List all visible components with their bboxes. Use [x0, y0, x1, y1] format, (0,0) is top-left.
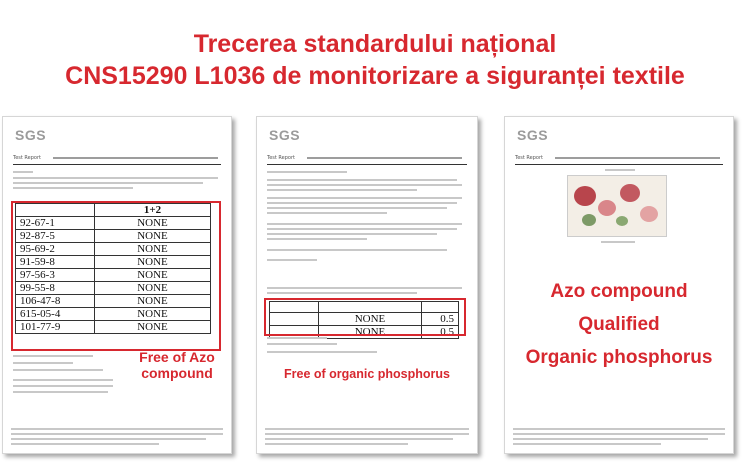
cas-number: 615-05-4	[16, 308, 95, 321]
azo-compound-label: Azo compound	[550, 281, 688, 302]
table-header: 1+2	[95, 204, 211, 217]
result-cell: NONE	[95, 217, 211, 230]
cas-number: 92-87-5	[16, 230, 95, 243]
test-report-page-summary	[504, 116, 734, 454]
result-cell: NONE	[319, 313, 422, 326]
cas-number: 97-56-3	[16, 269, 95, 282]
azo-free-label-line-1: Free of Azo	[139, 349, 215, 365]
cas-number: 101-77-9	[16, 321, 95, 334]
organic-phosphorus-label: Organic phosphorus	[525, 347, 713, 368]
test-report-page-phosphorus	[256, 116, 478, 454]
result-cell: NONE	[95, 282, 211, 295]
report-footer	[11, 428, 223, 445]
azo-free-label	[127, 349, 227, 381]
phosphorus-free-label: Free of organic phosphorus	[284, 367, 450, 381]
result-cell: NONE	[95, 230, 211, 243]
azo-free-label-line-2: compound	[141, 365, 213, 381]
headline-line-1: Trecerea standardului național	[193, 30, 557, 58]
report-label: Test Report	[267, 155, 296, 161]
result-cell: NONE	[95, 243, 211, 256]
cas-number: 95-69-2	[16, 243, 95, 256]
qualified-label: Qualified	[578, 314, 660, 335]
highlight-box	[264, 298, 466, 336]
headline-line-2: CNS15290 L1036 de monitorizare a siguranței textile	[65, 62, 685, 90]
result-cell: NONE	[95, 269, 211, 282]
result-cell: NONE	[95, 321, 211, 334]
fabric-sample-photo	[567, 175, 667, 237]
limit-cell: 0.5	[422, 313, 459, 326]
cas-number: 92-67-1	[16, 217, 95, 230]
sgs-logo: SGS	[15, 127, 47, 143]
report-footer	[265, 428, 469, 445]
result-cell: NONE	[95, 295, 211, 308]
test-report-page-azo	[2, 116, 232, 454]
report-label: Test Report	[13, 155, 42, 161]
cas-number: 106-47-8	[16, 295, 95, 308]
limit-cell: 0.5	[422, 326, 459, 339]
sgs-logo: SGS	[517, 127, 549, 143]
cas-number: 91-59-8	[16, 256, 95, 269]
result-cell: NONE	[95, 256, 211, 269]
result-cell: NONE	[319, 326, 422, 339]
report-footer	[513, 428, 725, 445]
highlight-box	[11, 201, 221, 351]
cas-number: 99-55-8	[16, 282, 95, 295]
report-label: Test Report	[515, 155, 544, 161]
result-cell: NONE	[95, 308, 211, 321]
sgs-logo: SGS	[269, 127, 301, 143]
